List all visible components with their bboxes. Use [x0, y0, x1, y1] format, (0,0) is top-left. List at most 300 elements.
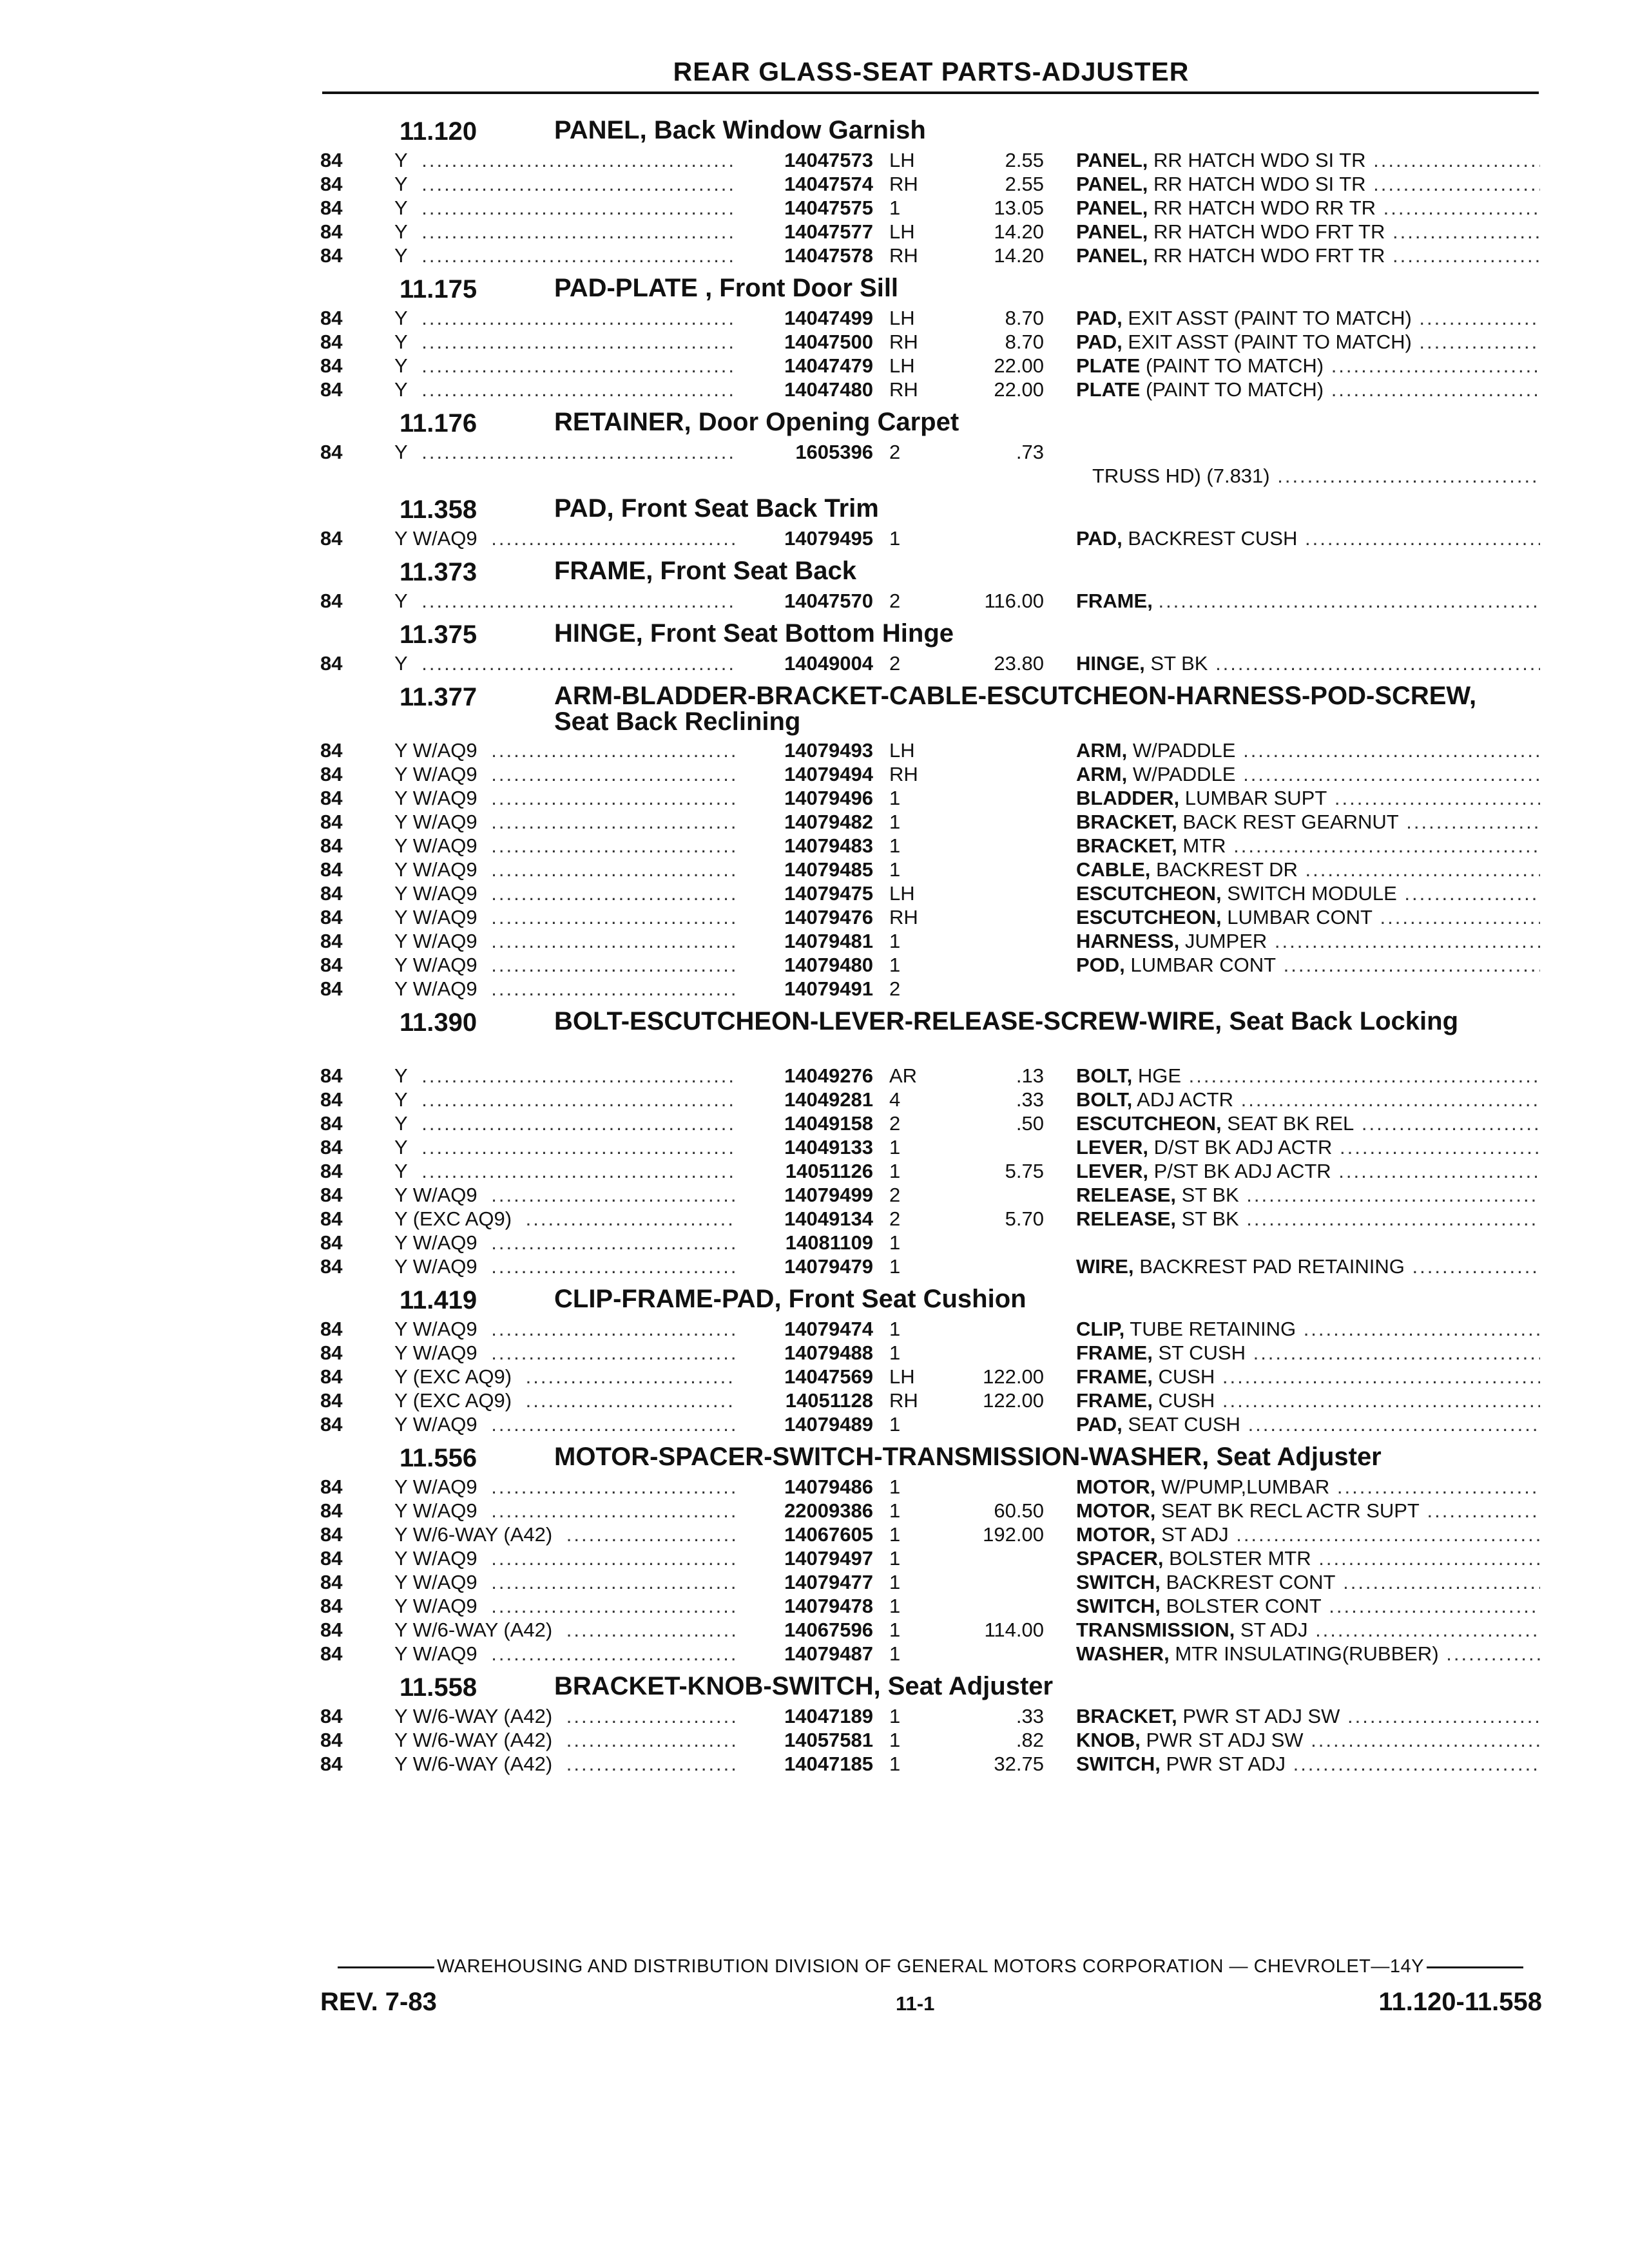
- usage-cell: [394, 977, 736, 1001]
- description-noun: CABLE,: [1076, 858, 1151, 881]
- description-noun: WASHER,: [1076, 1642, 1170, 1665]
- description-noun: ESCUTCHEON,: [1076, 906, 1222, 928]
- description: [1076, 1412, 1540, 1436]
- parts-list: [0, 110, 1629, 1776]
- section-header: [0, 1441, 1629, 1475]
- model-year: 84: [320, 1475, 343, 1498]
- model-year: 84: [320, 858, 343, 881]
- description-detail: W/PADDLE: [1132, 739, 1236, 762]
- quantity: LH: [889, 882, 915, 905]
- description-text: [1076, 954, 1540, 976]
- price: 8.70: [1005, 307, 1044, 329]
- description: [1076, 1317, 1540, 1341]
- description-noun: CLIP,: [1076, 1318, 1125, 1340]
- quantity: RH: [889, 173, 918, 195]
- usage-code: Y: [394, 149, 414, 171]
- part-number: 14049134: [738, 1207, 873, 1231]
- usage-code: Y W/AQ9: [394, 954, 484, 976]
- price: .13: [1016, 1064, 1044, 1087]
- part-number: 14057581: [738, 1728, 873, 1752]
- section-header: [0, 273, 1629, 306]
- model-year: 84: [320, 220, 343, 243]
- description: [1076, 905, 1540, 929]
- model-year: 84: [320, 244, 343, 267]
- usage-cell: [394, 1389, 736, 1412]
- price: .33: [1016, 1088, 1044, 1111]
- description-detail: BACKREST CUSH: [1128, 527, 1298, 550]
- usage-cell: [394, 1183, 736, 1207]
- description-noun: FRAME,: [1076, 1341, 1153, 1364]
- part-row: [0, 762, 1629, 786]
- description-noun: SWITCH,: [1076, 1571, 1161, 1593]
- model-year: 84: [320, 1184, 343, 1206]
- usage-cell: [394, 651, 736, 675]
- quantity: 1: [889, 1318, 901, 1340]
- description-text: [1076, 882, 1540, 905]
- description-text: [1076, 787, 1540, 809]
- quantity: 1: [889, 1571, 901, 1593]
- description-detail: JUMPER: [1184, 930, 1268, 952]
- usage-code: Y W/AQ9: [394, 1318, 484, 1340]
- model-year: 84: [320, 811, 343, 833]
- description: [1076, 881, 1540, 905]
- description: [1076, 1704, 1540, 1728]
- quantity: 2: [889, 977, 901, 1000]
- usage-cell: [394, 1523, 736, 1546]
- description-detail: ST BK: [1150, 652, 1208, 675]
- usage-cell: [394, 220, 736, 244]
- section-header: [0, 1283, 1629, 1317]
- usage-code: Y W/AQ9: [394, 930, 484, 952]
- model-year: 84: [320, 882, 343, 905]
- usage-code: Y W/AQ9: [394, 763, 484, 785]
- section-title: PAD-PLATE , Front Door Sill: [554, 274, 899, 302]
- page-title: REAR GLASS-SEAT PARTS-ADJUSTER: [673, 57, 1190, 86]
- quantity: LH: [889, 1365, 915, 1388]
- part-row: [0, 1135, 1629, 1159]
- model-year: 84: [320, 527, 343, 550]
- usage-cell: [394, 172, 736, 196]
- part-number: 14047189: [738, 1704, 873, 1728]
- description-noun: PANEL,: [1076, 220, 1148, 243]
- description-text: [1076, 244, 1540, 267]
- usage-code: Y: [394, 590, 414, 612]
- description-text: [1076, 1389, 1540, 1412]
- usage-code: Y: [394, 1064, 414, 1087]
- quantity: 1: [889, 1547, 901, 1570]
- model-year: 84: [320, 739, 343, 762]
- quantity: 1: [889, 1136, 901, 1158]
- description-detail: (PAINT TO MATCH): [1145, 354, 1324, 377]
- description: [1076, 1183, 1540, 1207]
- description: [1076, 1642, 1540, 1666]
- model-year: 84: [320, 1753, 343, 1775]
- quantity: 1: [889, 1595, 901, 1617]
- part-row: [0, 1523, 1629, 1546]
- usage-cell: [394, 810, 736, 834]
- quantity: 2: [889, 1112, 901, 1135]
- description-text: [1076, 1753, 1540, 1775]
- price: 13.05: [994, 197, 1044, 219]
- section-title: BRACKET-KNOB-SWITCH, Seat Adjuster: [554, 1672, 1054, 1700]
- part-number: 14079488: [738, 1341, 873, 1365]
- description-detail: CUSH: [1158, 1389, 1215, 1412]
- part-row: [0, 1254, 1629, 1278]
- part-number: 14047499: [738, 306, 873, 330]
- part-row: [0, 738, 1629, 762]
- part-number: 14079478: [738, 1594, 873, 1618]
- description: [1076, 1570, 1540, 1594]
- quantity: AR: [889, 1064, 918, 1087]
- section-title: ARM-BLADDER-BRACKET-CABLE-ESCUTCHEON-HARNESS-POD-SCREW, Seat Back Reclining: [554, 682, 1477, 736]
- model-year: 84: [320, 1207, 343, 1230]
- part-row: [0, 1594, 1629, 1618]
- price: 114.00: [984, 1619, 1044, 1641]
- usage-cell: [394, 1642, 736, 1666]
- description-text: [1076, 1112, 1540, 1135]
- description-noun: BOLT,: [1076, 1064, 1133, 1087]
- description: [1076, 1475, 1540, 1499]
- description-noun: FRAME,: [1076, 1389, 1153, 1412]
- quantity: LH: [889, 149, 915, 171]
- description: [1076, 1365, 1540, 1389]
- section-number: 11.419: [400, 1286, 477, 1314]
- part-number: 14079499: [738, 1183, 873, 1207]
- description-detail: EXIT ASST (PAINT TO MATCH): [1128, 307, 1412, 329]
- price: .50: [1016, 1112, 1044, 1135]
- description: [1076, 148, 1540, 172]
- description-text: [1076, 590, 1540, 612]
- price: 122.00: [983, 1365, 1044, 1388]
- usage-code: Y W/AQ9: [394, 739, 484, 762]
- description-detail: BOLSTER MTR: [1169, 1547, 1311, 1570]
- quantity: 1: [889, 787, 901, 809]
- price: 5.75: [1005, 1160, 1044, 1182]
- description-noun: ESCUTCHEON,: [1076, 1112, 1222, 1135]
- model-year: 84: [320, 1642, 343, 1665]
- usage-cell: [394, 834, 736, 858]
- description-noun: RELEASE,: [1076, 1207, 1177, 1230]
- description: [1076, 354, 1540, 378]
- usage-code: Y W/AQ9: [394, 834, 484, 857]
- section-number: 11.375: [400, 620, 477, 649]
- section-header: [0, 618, 1629, 651]
- description-detail: P/ST BK ADJ ACTR: [1153, 1160, 1331, 1182]
- usage-code: Y W/AQ9: [394, 1231, 484, 1254]
- description-text: [1076, 1729, 1540, 1751]
- model-year: 84: [320, 197, 343, 219]
- section-title: BOLT-ESCUTCHEON-LEVER-RELEASE-SCREW-WIRE, Seat Back Locking: [554, 1007, 1459, 1035]
- description-text: [1076, 1571, 1540, 1593]
- part-number: 1605396: [738, 440, 873, 464]
- description-detail: ST ADJ: [1161, 1523, 1229, 1546]
- model-year: 84: [320, 1413, 343, 1436]
- description-detail: RR HATCH WDO RR TR: [1153, 197, 1376, 219]
- usage-cell: [394, 1499, 736, 1523]
- page-number: 11-1: [896, 1992, 935, 2015]
- part-row: [0, 1570, 1629, 1594]
- description-text: [1076, 1255, 1540, 1278]
- section-title: FRAME, Front Seat Back: [554, 557, 856, 585]
- usage-code: Y W/AQ9: [394, 1341, 484, 1364]
- usage-code: Y W/AQ9: [394, 906, 484, 928]
- part-number: 22009386: [738, 1499, 873, 1523]
- description: [1076, 762, 1540, 786]
- model-year: 84: [320, 590, 343, 612]
- description-detail: MTR INSULATING(RUBBER): [1175, 1642, 1439, 1665]
- usage-code: Y W/AQ9: [394, 1642, 484, 1665]
- description: [1076, 1088, 1540, 1111]
- price: 14.20: [994, 220, 1044, 243]
- quantity: LH: [889, 307, 915, 329]
- part-row: [0, 589, 1629, 613]
- usage-code: Y (EXC AQ9): [394, 1389, 518, 1412]
- description-detail: ST ADJ: [1240, 1619, 1308, 1641]
- description-noun: BOLT,: [1076, 1088, 1133, 1111]
- description-detail: SEAT BK RECL ACTR SUPT: [1161, 1499, 1420, 1522]
- description-detail: BACKREST PAD RETAINING: [1139, 1255, 1405, 1278]
- section-header: [0, 115, 1629, 148]
- part-number: 14049133: [738, 1135, 873, 1159]
- description: [1076, 834, 1540, 858]
- price: 2.55: [1005, 173, 1044, 195]
- usage-code: Y (EXC AQ9): [394, 1365, 518, 1388]
- description: [1076, 1207, 1540, 1231]
- section-header: [0, 1671, 1629, 1704]
- part-number: 14047573: [738, 148, 873, 172]
- description-noun: BRACKET,: [1076, 1705, 1177, 1727]
- description-noun: BRACKET,: [1076, 811, 1177, 833]
- price: 60.50: [994, 1499, 1044, 1522]
- description-detail: SWITCH MODULE: [1227, 882, 1397, 905]
- part-number: 14081109: [738, 1231, 873, 1254]
- description-noun: ARM,: [1076, 739, 1128, 762]
- usage-cell: [394, 929, 736, 953]
- description-noun: PANEL,: [1076, 173, 1148, 195]
- section-number: 11.556: [400, 1444, 477, 1472]
- part-row: [0, 1341, 1629, 1365]
- description: [1076, 786, 1540, 810]
- description-noun: MOTOR,: [1076, 1523, 1156, 1546]
- usage-code: Y: [394, 197, 414, 219]
- usage-cell: [394, 378, 736, 401]
- part-number: 14079494: [738, 762, 873, 786]
- description-detail: PWR ST ADJ SW: [1182, 1705, 1340, 1727]
- price: 14.20: [994, 244, 1044, 267]
- description-text: [1076, 1413, 1540, 1436]
- quantity: 1: [889, 1160, 901, 1182]
- description-detail: ST CUSH: [1158, 1341, 1246, 1364]
- part-number: 14049158: [738, 1111, 873, 1135]
- usage-cell: [394, 1728, 736, 1752]
- section-title: PAD, Front Seat Back Trim: [554, 494, 879, 523]
- part-number: 14079497: [738, 1546, 873, 1570]
- price: 192.00: [983, 1523, 1044, 1546]
- description-noun: HINGE,: [1076, 652, 1145, 675]
- part-row: [0, 1231, 1629, 1254]
- part-row: [0, 1618, 1629, 1642]
- model-year: 84: [320, 1389, 343, 1412]
- model-year: 84: [320, 1729, 343, 1751]
- usage-cell: [394, 1475, 736, 1499]
- price: 8.70: [1005, 331, 1044, 353]
- section-number: 11.377: [400, 683, 477, 711]
- model-year: 84: [320, 1088, 343, 1111]
- quantity: RH: [889, 244, 918, 267]
- part-row: [0, 1704, 1629, 1728]
- usage-cell: [394, 1412, 736, 1436]
- part-row: [0, 1499, 1629, 1523]
- description-detail: PWR ST ADJ: [1166, 1753, 1286, 1775]
- description-noun: SWITCH,: [1076, 1595, 1161, 1617]
- description-text: [1076, 1318, 1540, 1340]
- price: 22.00: [994, 354, 1044, 377]
- description: [1076, 526, 1540, 550]
- part-number: 14079495: [738, 526, 873, 550]
- description-text: [1076, 1547, 1540, 1570]
- section-title: CLIP-FRAME-PAD, Front Seat Cushion: [554, 1285, 1027, 1313]
- price: 5.70: [1005, 1207, 1044, 1230]
- section-title: MOTOR-SPACER-SWITCH-TRANSMISSION-WASHER, Seat Adjuster: [554, 1443, 1382, 1471]
- section-header: [0, 493, 1629, 526]
- part-row: [0, 148, 1629, 172]
- usage-code: Y: [394, 652, 414, 675]
- usage-cell: [394, 306, 736, 330]
- quantity: 1: [889, 197, 901, 219]
- part-number: 14079480: [738, 953, 873, 977]
- description-text: [1076, 1642, 1540, 1665]
- description-text: [1076, 834, 1540, 857]
- usage-cell: [394, 1365, 736, 1389]
- description-noun: MOTOR,: [1076, 1499, 1156, 1522]
- usage-code: Y W/AQ9: [394, 1413, 484, 1436]
- usage-cell: [394, 526, 736, 550]
- description-detail: RR HATCH WDO FRT TR: [1153, 244, 1385, 267]
- part-row: [0, 378, 1629, 401]
- usage-cell: [394, 1752, 736, 1776]
- usage-code: Y: [394, 220, 414, 243]
- model-year: 84: [320, 787, 343, 809]
- description: [1076, 1254, 1540, 1278]
- section-header: [0, 555, 1629, 589]
- description: [1076, 1594, 1540, 1618]
- part-number: 14079487: [738, 1642, 873, 1666]
- description-detail: (PAINT TO MATCH): [1145, 378, 1324, 401]
- description-noun: WIRE,: [1076, 1255, 1134, 1278]
- section-title: PANEL, Back Window Garnish: [554, 116, 926, 144]
- footer-division: WAREHOUSING AND DISTRIBUTION DIVISION OF GENERAL MOTORS CORPORATION — CHEVROLET—14Y: [437, 1956, 1424, 1977]
- description-noun: MOTOR,: [1076, 1475, 1156, 1498]
- description-text: [1076, 1160, 1540, 1182]
- description-text: [1076, 1136, 1540, 1158]
- part-number: 14049281: [738, 1088, 873, 1111]
- model-year: 84: [320, 1112, 343, 1135]
- description: [1076, 196, 1540, 220]
- section-header: [0, 1006, 1629, 1064]
- model-year: 84: [320, 1365, 343, 1388]
- model-year: 84: [320, 1705, 343, 1727]
- usage-code: Y W/AQ9: [394, 977, 484, 1000]
- description-detail: W/PUMP,LUMBAR: [1161, 1475, 1330, 1498]
- usage-cell: [394, 1618, 736, 1642]
- part-row: [0, 881, 1629, 905]
- usage-code: Y W/6-WAY (A42): [394, 1619, 559, 1641]
- description-text: [1076, 930, 1540, 952]
- description-noun: HARNESS,: [1076, 930, 1180, 952]
- quantity: RH: [889, 763, 918, 785]
- part-row: [0, 440, 1629, 488]
- quantity: 2: [889, 1207, 901, 1230]
- part-row: [0, 1159, 1629, 1183]
- description-noun: BRACKET,: [1076, 834, 1177, 857]
- part-row: [0, 1064, 1629, 1088]
- part-row: [0, 1183, 1629, 1207]
- description-text: [1076, 1088, 1540, 1111]
- part-row: [0, 1317, 1629, 1341]
- price: 23.80: [994, 652, 1044, 675]
- description-text: [1076, 652, 1540, 675]
- usage-cell: [394, 1088, 736, 1111]
- description-detail: D/ST BK ADJ ACTR: [1153, 1136, 1333, 1158]
- quantity: 1: [889, 1499, 901, 1522]
- usage-cell: [394, 1231, 736, 1254]
- part-row: [0, 244, 1629, 267]
- price: .33: [1016, 1705, 1044, 1727]
- description-text: [1076, 1064, 1540, 1087]
- part-number: 14079477: [738, 1570, 873, 1594]
- usage-code: Y W/AQ9: [394, 1547, 484, 1570]
- description-text: [1076, 149, 1540, 171]
- part-row: [0, 1546, 1629, 1570]
- part-row: [0, 834, 1629, 858]
- footer-rule-right: [1427, 1966, 1523, 1968]
- model-year: 84: [320, 173, 343, 195]
- description-continued: TRUSS HD) (7.831) .....: [1092, 464, 1540, 488]
- part-row: [0, 526, 1629, 550]
- description-text: [1076, 1595, 1540, 1617]
- part-row: [0, 1752, 1629, 1776]
- description-text: [1076, 1499, 1540, 1522]
- usage-code: Y W/AQ9: [394, 1571, 484, 1593]
- model-year: 84: [320, 1547, 343, 1570]
- quantity: 1: [889, 811, 901, 833]
- description-text: [1076, 858, 1540, 881]
- usage-cell: [394, 1254, 736, 1278]
- quantity: 1: [889, 1413, 901, 1436]
- usage-cell: [394, 1704, 736, 1728]
- part-number: 14047574: [738, 172, 873, 196]
- description-text: [1076, 527, 1540, 550]
- usage-cell: [394, 1135, 736, 1159]
- usage-cell: [394, 762, 736, 786]
- description-noun: PAD,: [1076, 527, 1123, 550]
- usage-cell: [394, 1111, 736, 1135]
- part-number: 14079479: [738, 1254, 873, 1278]
- description-detail: TUBE RETAINING: [1130, 1318, 1296, 1340]
- usage-code: Y W/AQ9: [394, 1475, 484, 1498]
- usage-code: Y W/AQ9: [394, 811, 484, 833]
- description-text: [1076, 197, 1540, 219]
- description: [1076, 244, 1540, 267]
- description-text: [1076, 739, 1540, 762]
- description: [1076, 1341, 1540, 1365]
- description-detail: ADJ ACTR: [1137, 1088, 1234, 1111]
- part-number: 14047577: [738, 220, 873, 244]
- description-detail: MTR: [1182, 834, 1226, 857]
- model-year: 84: [320, 977, 343, 1000]
- description-noun: PLATE: [1076, 354, 1141, 377]
- model-year: 84: [320, 354, 343, 377]
